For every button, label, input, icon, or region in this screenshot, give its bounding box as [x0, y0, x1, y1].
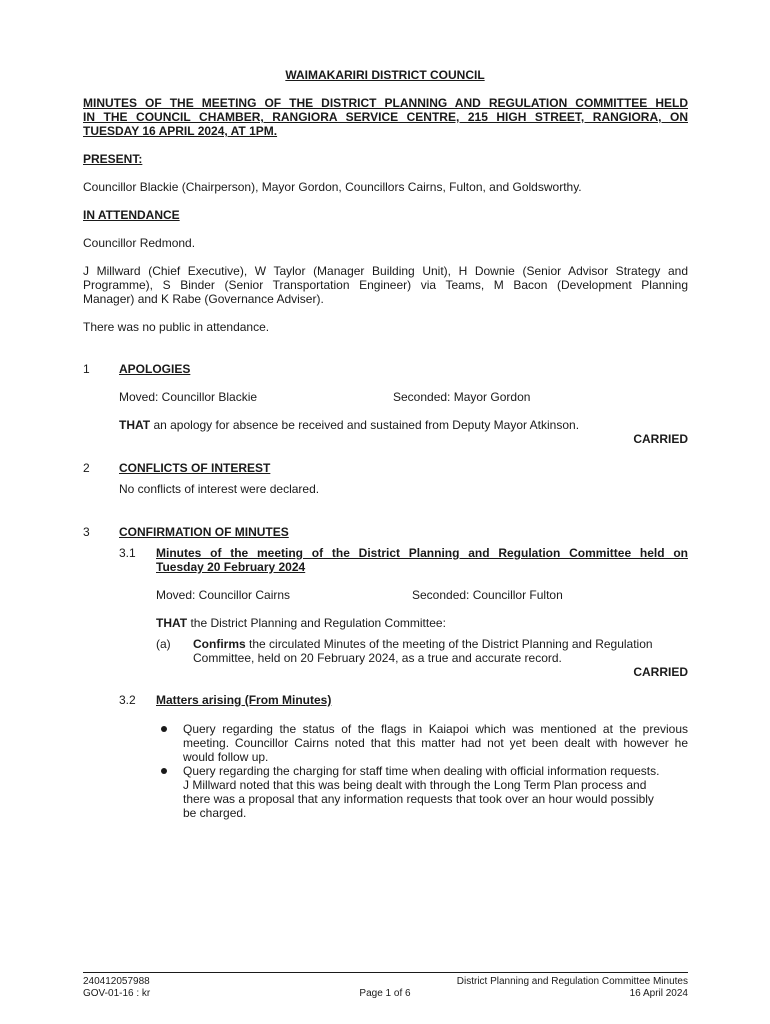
footer-reference: GOV-01-16 : kr	[83, 988, 151, 999]
item-2-number: 2	[83, 461, 90, 475]
public-attendance-text: There was no public in attendance.	[83, 320, 270, 334]
bullet-icon	[161, 768, 167, 774]
conflicts-text: No conflicts of interest were declared.	[119, 482, 320, 496]
sub-item-3-1-number: 3.1	[119, 546, 136, 560]
bullet-2-line-3: there was a proposal that any information requests that took over an hour would possibly	[183, 792, 654, 806]
that-keyword: THAT	[119, 418, 151, 432]
conflicts-heading: CONFLICTS OF INTEREST	[119, 461, 271, 475]
attendance-staff-line-2: Programme), S Binder (Senior Transportation Engineer) via Teams, M Bacon (Development Planning	[83, 278, 688, 292]
apologies-seconded: Seconded: Mayor Gordon	[393, 390, 531, 404]
apologies-resolution-text: an apology for absence be received and sustained from Deputy Mayor Atkinson.	[150, 418, 580, 432]
bullet-1-line-1: Query regarding the status of the flags in Kaiapoi which was mentioned at the previous	[183, 722, 688, 736]
apologies-moved: Moved: Councillor Blackie	[119, 390, 258, 404]
minutes-heading-line-3: TUESDAY 16 APRIL 2024, AT 1PM.	[83, 124, 278, 138]
attendance-staff-line-3: Manager) and K Rabe (Governance Adviser).	[83, 292, 324, 306]
bullet-2-line-2: J Millward noted that this was being dealt with through the Long Term Plan process and	[183, 778, 647, 792]
confirmation-resolution	[156, 616, 446, 630]
that-keyword: THAT	[156, 616, 188, 630]
resolution-a-label: (a)	[156, 637, 171, 651]
present-heading: PRESENT:	[83, 152, 143, 166]
sub-item-3-1-heading-line-2: Tuesday 20 February 2024	[156, 560, 306, 574]
bullet-2-line-4: be charged.	[183, 806, 247, 820]
bullet-1-line-3: would follow up.	[183, 750, 269, 764]
confirms-keyword: Confirms	[193, 637, 246, 651]
matters-arising-heading: Matters arising (From Minutes)	[156, 693, 332, 707]
attendance-councillor: Councillor Redmond.	[83, 236, 196, 250]
item-1-number: 1	[83, 362, 90, 376]
minutes-heading-line-2: IN THE COUNCIL CHAMBER, RANGIORA SERVICE CENTRE, 215 HIGH STREET, RANGIORA, ON	[83, 110, 688, 124]
bullet-2-line-1: Query regarding the charging for staff time when dealing with official information requests.	[183, 764, 660, 778]
confirmation-resolution-text: the District Planning and Regulation Committee:	[187, 616, 446, 630]
sub-item-3-1-heading-line-1: Minutes of the meeting of the District Planning and Regulation Committee held on	[156, 546, 688, 560]
bullet-icon	[161, 726, 167, 732]
item-3-number: 3	[83, 525, 90, 539]
footer-divider	[83, 972, 688, 973]
sub-item-3-2-number: 3.2	[119, 693, 136, 707]
present-text: Councillor Blackie (Chairperson), Mayor Gordon, Councillors Cairns, Fulton, and Goldsworthy.	[83, 180, 582, 194]
minutes-heading-line-1: MINUTES OF THE MEETING OF THE DISTRICT PLANNING AND REGULATION COMMITTEE HELD	[83, 96, 688, 110]
resolution-a-text-1: the circulated Minutes of the meeting of the District Planning and Regulation	[245, 637, 653, 651]
confirmation-carried: CARRIED	[633, 665, 688, 679]
footer-title: District Planning and Regulation Committee Minutes	[456, 976, 688, 987]
apologies-resolution	[119, 418, 579, 432]
footer-page-number: Page 1 of 6	[359, 988, 411, 999]
bullet-1-line-2: meeting. Councillor Cairns noted that this matter had not yet been dealt with however he	[183, 736, 688, 750]
apologies-heading: APOLOGIES	[119, 362, 191, 376]
confirmation-moved: Moved: Councillor Cairns	[156, 588, 291, 602]
attendance-heading: IN ATTENDANCE	[83, 208, 180, 222]
document-title: WAIMAKARIRI DISTRICT COUNCIL	[285, 68, 485, 82]
confirmation-heading: CONFIRMATION OF MINUTES	[119, 525, 289, 539]
footer-doc-number: 240412057988	[83, 976, 150, 987]
resolution-a-line-2: Committee, held on 20 February 2024, as a true and accurate record.	[193, 651, 562, 665]
attendance-staff-line-1: J Millward (Chief Executive), W Taylor (Manager Building Unit), H Downie (Senior Advisor Strategy and	[83, 264, 688, 278]
resolution-a-line-1	[193, 637, 653, 651]
confirmation-seconded: Seconded: Councillor Fulton	[412, 588, 563, 602]
apologies-carried: CARRIED	[633, 432, 688, 446]
footer-date: 16 April 2024	[629, 988, 688, 999]
